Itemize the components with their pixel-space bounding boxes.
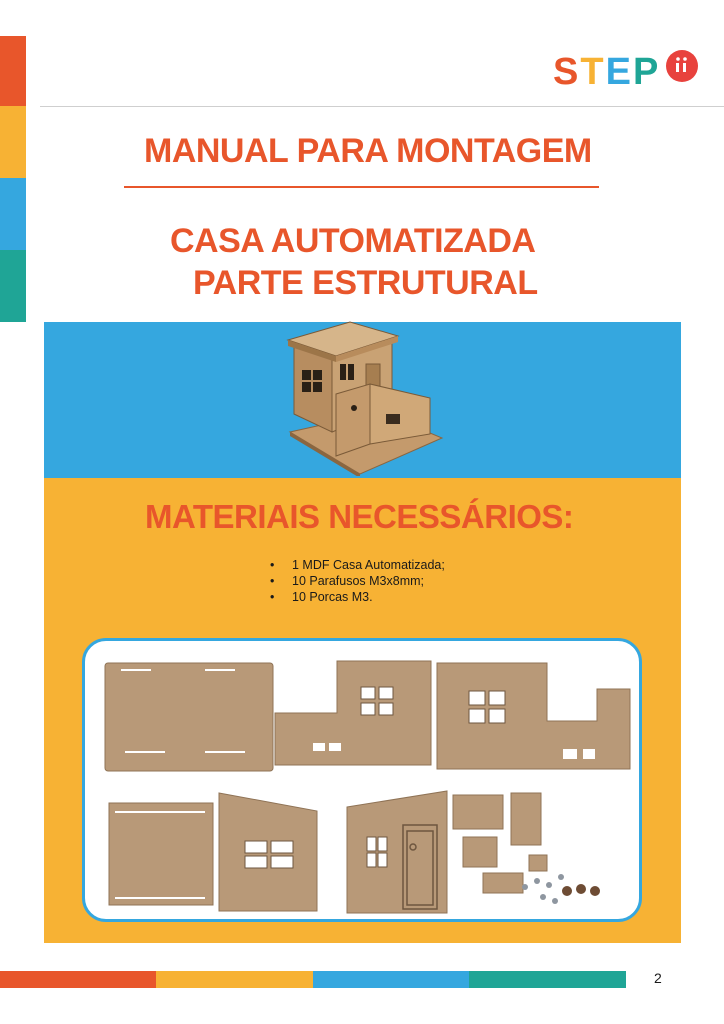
list-item [270,557,445,573]
material-item-text: 1 MDF Casa Automatizada; [292,558,445,572]
mdf-parts-illustration [85,641,639,919]
materials-list [270,557,445,605]
footer-color-strip [0,971,626,988]
list-item [270,589,445,605]
material-item-text: 10 Parafusos M3x8mm; [292,574,424,588]
materials-title: MATERIAIS NECESSÁRIOS: [145,498,574,535]
house-model-image [270,314,450,476]
title-divider [124,186,599,188]
bullet-icon: • [270,574,275,588]
list-item [270,573,445,589]
logo-text: STEP [553,51,661,93]
mdf-parts-image [82,638,642,922]
strip-orange [0,36,26,106]
page-title: MANUAL PARA MONTAGEM [144,132,592,170]
step-logo [553,52,698,92]
strip-blue [0,178,26,250]
footer-strip-yellow [156,971,313,988]
strip-teal [0,250,26,322]
footer-strip-orange [0,971,156,988]
bullet-icon: • [270,558,275,572]
subtitle-line-2: PARTE ESTRUTURAL [193,264,538,302]
header-divider [40,106,724,107]
subtitle-line-1: CASA AUTOMATIZADA [170,222,536,260]
strip-yellow [0,106,26,178]
side-color-strip [0,36,26,322]
footer-strip-blue [313,971,469,988]
page-number: 2 [654,970,662,986]
bullet-icon: • [270,590,275,604]
material-item-text: 10 Porcas M3. [292,590,373,604]
footer-strip-teal [469,971,626,988]
step-badge-icon [666,50,698,82]
